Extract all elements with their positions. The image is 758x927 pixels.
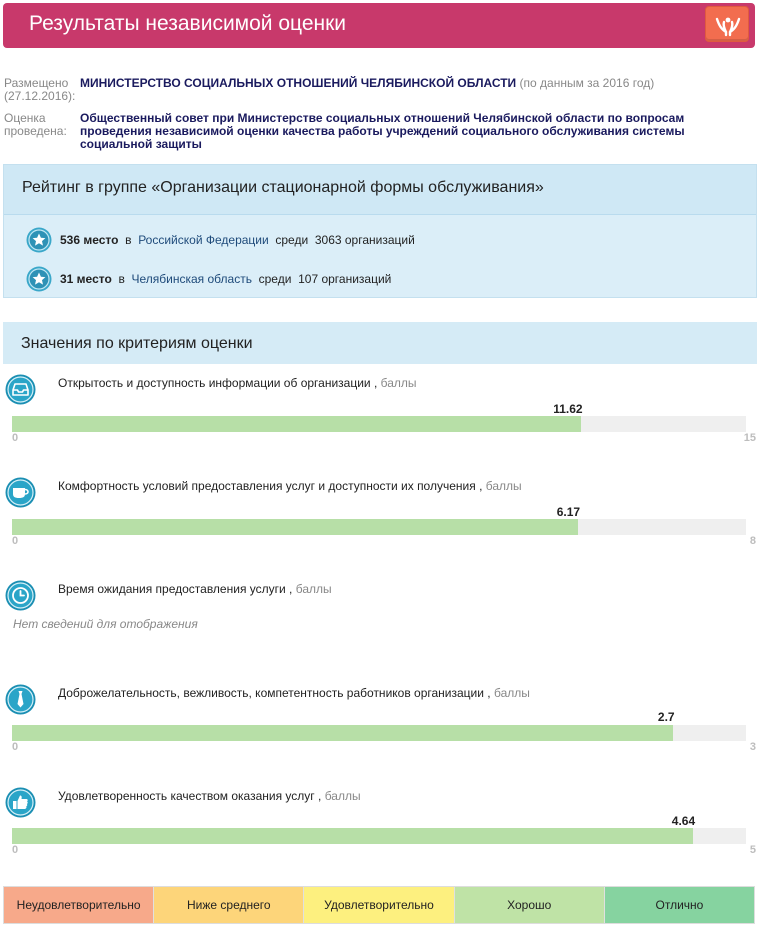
score-bar [12, 519, 746, 535]
rating-panel [3, 164, 757, 298]
rating-count: 3063 организаций [314, 233, 415, 247]
clock-icon [5, 580, 36, 611]
criterion-comfort: Комфортность условий предоставления услуг и доступности их получения , баллы 6.17 0 8 [0, 475, 758, 555]
criterion-courtesy: Доброжелательность, вежливость, компетентность работников организации , баллы 2.7 0 3 [0, 682, 758, 762]
legend-satisfactory: Удовлетворительно [304, 887, 454, 923]
placed-note: (по данным за 2016 год) [519, 76, 655, 90]
thumbs-up-icon [5, 787, 36, 818]
score-bar-fill [12, 519, 578, 535]
bar-max: 8 [749, 535, 756, 547]
bar-value: 2.7 [657, 710, 675, 724]
criterion-label: Доброжелательность, вежливость, компетентность работников организации [58, 686, 484, 700]
tie-icon [5, 684, 36, 715]
bar-min: 0 [12, 432, 19, 444]
conducted-label: Оценка проведена: [4, 111, 67, 138]
no-data-message: Нет сведений для отображения [13, 617, 198, 631]
placed-label: Размещено (27.12.2016): [4, 76, 76, 103]
page-header [3, 3, 755, 48]
conducted-organization: Общественный совет при Министерстве социальных отношений Челябинской области по вопросам проведения независимой оценки качества работы учреждений социального обслуживания системы социальной защиты [80, 111, 685, 151]
score-bar-fill [12, 416, 581, 432]
bar-max: 5 [749, 844, 756, 856]
placed-organization: МИНИСТЕРСТВО СОЦИАЛЬНЫХ ОТНОШЕНИЙ ЧЕЛЯБИНСКОЙ ОБЛАСТИ [80, 76, 517, 90]
legend-excellent: Отлично [605, 887, 754, 923]
page-title: Результаты независимой оценки [29, 12, 347, 35]
criterion-waiting-time: Время ожидания предоставления услуги , баллы Нет сведений для отображения [0, 578, 758, 638]
inbox-icon [5, 374, 36, 405]
rating-legend [3, 886, 755, 924]
conducted-info [4, 111, 758, 151]
score-bar [12, 828, 746, 844]
criterion-satisfaction: Удовлетворенность качеством оказания услуг , баллы 4.64 0 5 [0, 785, 758, 865]
rating-region-link[interactable]: Челябинская область [131, 272, 252, 286]
cup-icon [5, 477, 36, 508]
criterion-label: Открытость и доступность информации об организации [58, 376, 371, 390]
rating-place: 536 место [60, 233, 119, 247]
bar-value: 4.64 [671, 814, 696, 828]
bar-value: 6.17 [556, 505, 581, 519]
criterion-label: Время ожидания предоставления услуги [58, 582, 286, 596]
score-bar-fill [12, 725, 673, 741]
rating-place: 31 место [60, 272, 112, 286]
bar-max: 15 [743, 432, 756, 444]
legend-below-average: Ниже среднего [154, 887, 304, 923]
rating-row-russia: 536 место в Российской Федерации среди 3063 организаций [26, 227, 415, 253]
criterion-openness: Открытость и доступность информации об организации , баллы 11.62 0 15 [0, 372, 758, 452]
criterion-label: Удовлетворенность качеством оказания услуг [58, 789, 315, 803]
rating-title: Рейтинг в группе «Организации стационарной формы обслуживания» [4, 165, 756, 215]
header-action-button[interactable] [705, 6, 749, 42]
rating-count: 107 организаций [298, 272, 392, 286]
bar-value: 11.62 [553, 402, 583, 416]
rating-region-link[interactable]: Российской Федерации [138, 233, 269, 247]
bar-min: 0 [12, 741, 19, 753]
hands-icon [715, 13, 741, 37]
score-bar-fill [12, 828, 693, 844]
star-icon [26, 227, 52, 253]
bar-min: 0 [12, 535, 19, 547]
criteria-title: Значения по критериям оценки [3, 322, 757, 364]
score-bar [12, 416, 746, 432]
score-bar [12, 725, 746, 741]
legend-good: Хорошо [455, 887, 605, 923]
bar-max: 3 [749, 741, 756, 753]
legend-unsatisfactory: Неудовлетворительно [4, 887, 154, 923]
bar-min: 0 [12, 844, 19, 856]
star-icon [26, 266, 52, 292]
placed-info [4, 77, 758, 105]
rating-row-region: 31 место в Челябинская область среди 107 организаций [26, 266, 391, 292]
criterion-label: Комфортность условий предоставления услуг и доступности их получения [58, 479, 476, 493]
